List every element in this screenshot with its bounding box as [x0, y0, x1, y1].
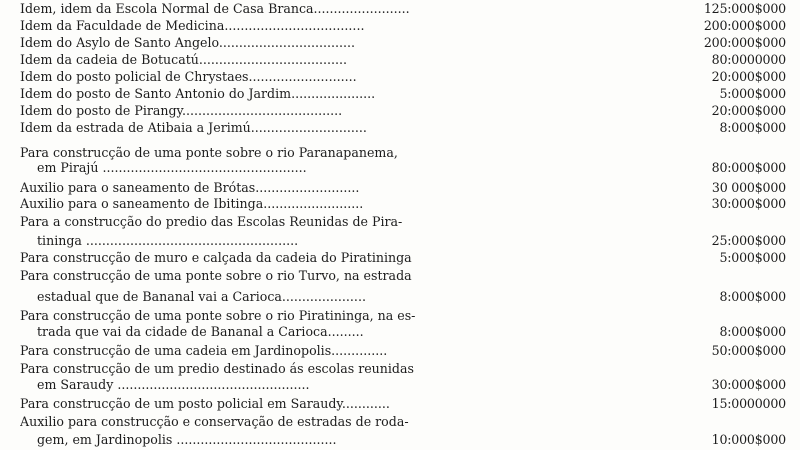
- ledger-description: Para construcção de uma cadeia em Jardinopolis..............: [20, 343, 388, 358]
- ledger-description: Idem da cadeia de Botucatú.....................................: [20, 52, 348, 67]
- ledger-amount: 20:000$000: [711, 69, 786, 84]
- ledger-row: [0, 396, 800, 412]
- ledger-description: Para a construcção do predio das Escolas Reunidas de Pira-: [20, 214, 403, 229]
- ledger-amount: 5:000$000: [719, 250, 786, 265]
- ledger-row: [0, 268, 800, 284]
- ledger-description: Auxilio para o saneamento de Brótas..........................: [20, 180, 360, 195]
- ledger-row: [0, 120, 800, 136]
- ledger-description: Idem, idem da Escola Normal de Casa Branca........................: [20, 1, 410, 16]
- ledger-row: [0, 86, 800, 102]
- ledger-amount: 5:000$000: [719, 86, 786, 101]
- ledger-row: [0, 377, 800, 393]
- ledger-amount: 8:000$000: [719, 324, 786, 339]
- ledger-row: [0, 180, 800, 196]
- ledger-amount: 200:000$000: [703, 18, 786, 33]
- ledger-description: Idem do posto de Pirangy........................................: [20, 103, 343, 118]
- ledger-amount: 8:000$000: [719, 289, 786, 304]
- ledger-amount: 8:000$000: [719, 120, 786, 135]
- ledger-description: gem, em Jardinopolis ........................................: [37, 432, 337, 447]
- ledger-amount: 200:000$000: [703, 35, 786, 50]
- ledger-row: [0, 103, 800, 119]
- ledger-amount: 125:000$000: [703, 1, 786, 16]
- ledger-row: [0, 233, 800, 249]
- ledger-description: Idem do posto de Santo Antonio do Jardim.....................: [20, 86, 376, 101]
- ledger-row: [0, 196, 800, 212]
- ledger-description: Para construcção de uma ponte sobre o rio Paranapanema,: [20, 145, 398, 160]
- ledger-description: em Pirajú ...................................................: [37, 160, 307, 175]
- ledger-description: Idem da estrada de Atibaia a Jerimú.............................: [20, 120, 367, 135]
- ledger-row: [0, 52, 800, 68]
- ledger-amount: 80:000$000: [711, 160, 786, 175]
- ledger-amount: 80:0000000: [711, 52, 786, 67]
- ledger-row: [0, 361, 800, 377]
- ledger-description: Auxilio para o saneamento de Ibitinga.........................: [20, 196, 364, 211]
- ledger-description: Para construcção de um posto policial em Saraudy............: [20, 396, 390, 411]
- ledger-description: Para construcção de um predio destinado ás escolas reunidas: [20, 361, 414, 376]
- ledger-description: Auxilio para construcção e conservação de estradas de roda-: [20, 414, 409, 429]
- ledger-row: [0, 1, 800, 17]
- ledger-amount: 15:0000000: [711, 396, 786, 411]
- ledger-amount: 25:000$000: [711, 233, 786, 248]
- ledger-row: [0, 432, 800, 448]
- ledger-description: Idem da Faculdade de Medicina...................................: [20, 18, 365, 33]
- ledger-description: Idem do posto policial de Chrystaes...........................: [20, 69, 357, 84]
- ledger-amount: 10:000$000: [711, 432, 786, 447]
- ledger-row: [0, 324, 800, 340]
- ledger-description: trada que vai da cidade de Bananal a Carioca.........: [37, 324, 364, 339]
- ledger-description: Para construcção de uma ponte sobre o rio Piratininga, na es-: [20, 308, 416, 323]
- ledger-description: em Saraudy ................................................: [37, 377, 310, 392]
- ledger-row: [0, 308, 800, 324]
- ledger-row: [0, 343, 800, 359]
- ledger-amount: 30:000$000: [711, 196, 786, 211]
- ledger-description: Para construcção de muro e calçada da cadeia do Piratininga: [20, 250, 412, 265]
- ledger-row: [0, 18, 800, 34]
- ledger-row: [0, 414, 800, 430]
- ledger-row: [0, 145, 800, 161]
- ledger-description: Para construcção de uma ponte sobre o rio Turvo, na estrada: [20, 268, 412, 283]
- ledger-description: Idem do Asylo de Santo Angelo..................................: [20, 35, 355, 50]
- ledger-row: [0, 69, 800, 85]
- ledger-row: [0, 289, 800, 305]
- ledger-amount: 30:000$000: [711, 377, 786, 392]
- ledger-row: [0, 250, 800, 266]
- ledger-row: [0, 35, 800, 51]
- ledger-amount: 50:000$000: [711, 343, 786, 358]
- ledger-description: estadual que de Bananal vai a Carioca.....................: [37, 289, 366, 304]
- ledger-row: [0, 214, 800, 230]
- ledger-row: [0, 160, 800, 176]
- ledger-amount: 20:000$000: [711, 103, 786, 118]
- ledger-amount: 30 000$000: [711, 180, 786, 195]
- ledger-description: tininga .....................................................: [37, 233, 299, 248]
